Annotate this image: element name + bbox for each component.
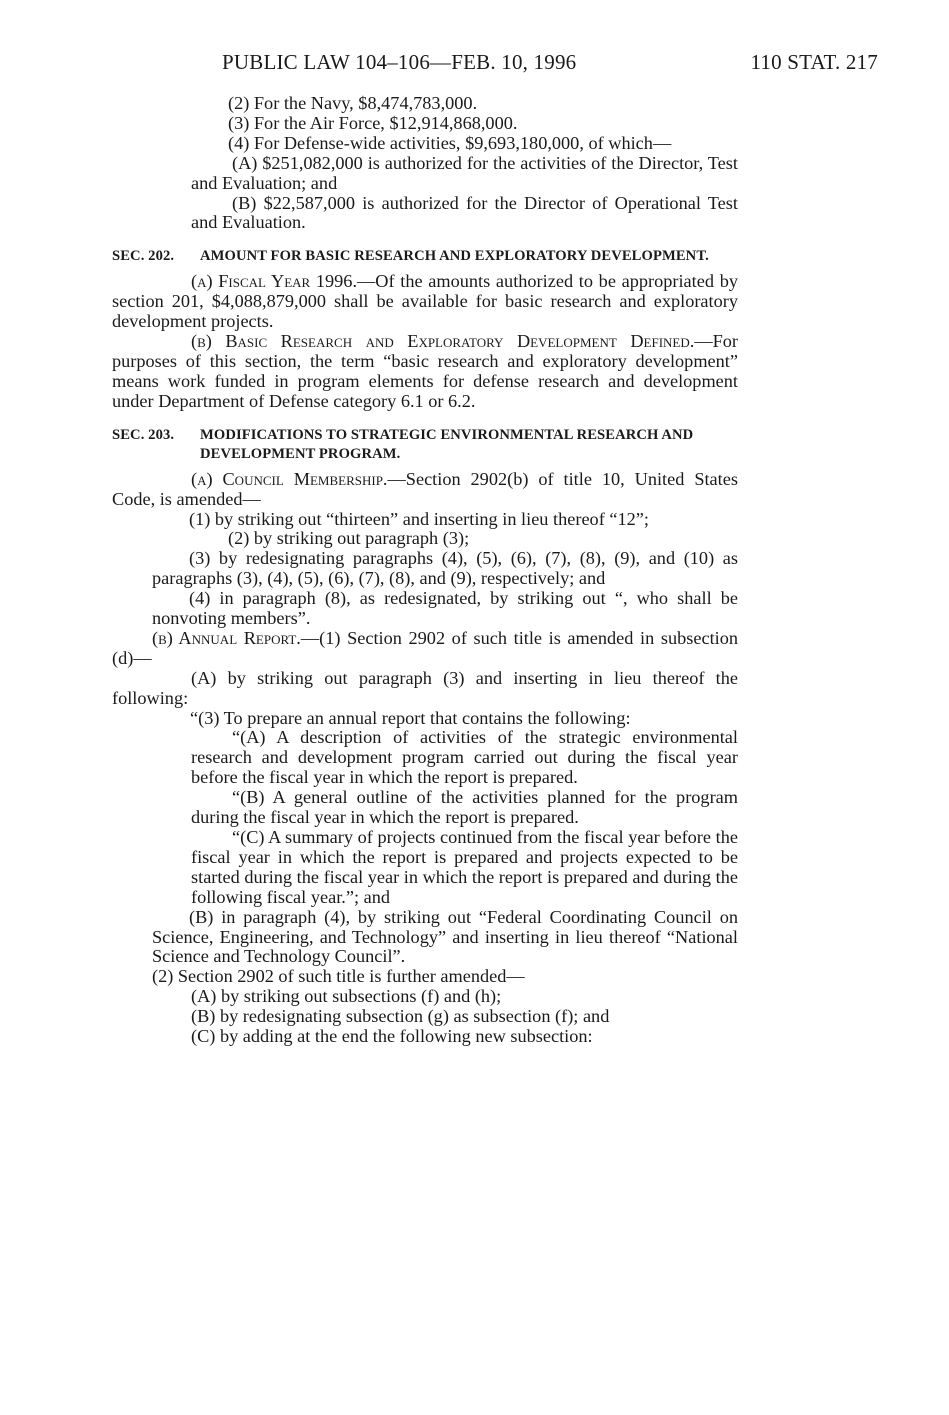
paragraph-defense-wide: (4) For Defense-wide activities, $9,693,180,000, of which— — [228, 132, 672, 153]
section-title: MODIFICATIONS TO STRATEGIC ENVIRONMENTAL RESEARCH AND DEVELOPMENT PROGRAM. — [200, 426, 694, 462]
sec202-subsection-b — [112, 332, 738, 412]
subsection-text: —For purposes of this section, the term “basic research and exploratory development” means work funded in program elements for defense research and development under Department of Defense category 6.1 or 6.2. — [112, 331, 738, 411]
quoted-subparagraph-a: “(A) A description of activities of the strategic environmental research and development program carried out during the fiscal year before the fiscal year in which the report is prepared. — [191, 727, 738, 788]
subsection-heading: (a) Fiscal Year 1996. — [191, 271, 358, 292]
subparagraph-dw-a: (A) $251,082,000 is authorized for the activities of the Director, Test and Evaluation; and — [191, 152, 738, 193]
section-203-heading — [112, 426, 738, 464]
paragraph-air-force: (3) For the Air Force, $12,914,868,000. — [228, 112, 518, 133]
sec203-a-paragraph-1: (1) by striking out “thirteen” and inserting in lieu thereof “12”; — [189, 508, 649, 529]
subsection-heading: (b) Annual Report. — [152, 627, 301, 648]
body-text — [112, 94, 738, 1047]
subsection-heading: (b) Basic Research and Exploratory Development Defined. — [191, 331, 695, 352]
section-number: SEC. 203. — [112, 426, 175, 443]
quoted-subparagraph-c: “(C) A summary of projects continued from the fiscal year before the fiscal year in which the report is prepared and projects expected to be started during the fiscal year in which the report is prepared and during the following fiscal year.”; and — [191, 827, 738, 907]
sec203-b-1-B: (B) in paragraph (4), by striking out “Federal Coordinating Council on Science, Engineering, and Technology” and inserting in lieu thereof “National Science and Technology Council”. — [152, 906, 738, 967]
sec203-a-paragraph-4: (4) in paragraph (8), as redesignated, by striking out “, who shall be nonvoting members”. — [152, 588, 738, 629]
subsection-heading: (a) Council Membership. — [191, 468, 388, 489]
header-title: PUBLIC LAW 104–106—FEB. 10, 1996 — [222, 50, 577, 74]
sec203-b-2: (2) Section 2902 of such title is further amended— — [152, 966, 525, 987]
sec203-b-1-A: (A) by striking out paragraph (3) and inserting in lieu thereof the following: — [112, 667, 738, 708]
section-title: AMOUNT FOR BASIC RESEARCH AND EXPLORATORY DEVELOPMENT. — [200, 248, 709, 265]
sec203-subsection-a — [112, 470, 738, 510]
sec203-b-2-C: (C) by adding at the end the following new subsection: — [191, 1026, 593, 1047]
running-header — [222, 50, 878, 80]
sec203-subsection-b — [112, 629, 738, 669]
paragraph-navy: (2) For the Navy, $8,474,783,000. — [228, 93, 478, 113]
sec203-a-paragraph-3: (3) by redesignating paragraphs (4), (5), (6), (7), (8), (9), and (10) as paragraphs (3), (4), (5), (6), (7), (8), and (9), respectively; and — [152, 548, 738, 589]
section-202-heading — [112, 247, 738, 266]
sec202-subsection-a — [112, 272, 738, 332]
quoted-subparagraph-b: “(B) A general outline of the activities planned for the program during the fiscal year in which the report is prepared. — [191, 787, 738, 828]
subsection-text: —(1) Section 2902 of such title is amended in subsection (d)— — [112, 627, 739, 668]
sec203-b-2-A: (A) by striking out subsections (f) and (h); — [191, 986, 502, 1007]
sec203-a-paragraph-2: (2) by striking out paragraph (3); — [228, 528, 470, 549]
header-stat-page: 110 STAT. 217 — [750, 50, 878, 74]
sec203-b-2-B: (B) by redesignating subsection (g) as subsection (f); and — [191, 1006, 610, 1027]
quoted-paragraph-3: “(3) To prepare an annual report that contains the following: — [190, 707, 631, 728]
subsection-text: —Section 2902(b) of title 10, United States Code, is amended— — [112, 468, 738, 509]
section-number: SEC. 202. — [112, 248, 175, 265]
subsection-text: —Of the amounts authorized to be appropriated by section 201, $4,088,879,000 shall be available for basic research and exploratory development projects. — [112, 271, 738, 332]
subparagraph-dw-b: (B) $22,587,000 is authorized for the Director of Operational Test and Evaluation. — [191, 192, 738, 233]
